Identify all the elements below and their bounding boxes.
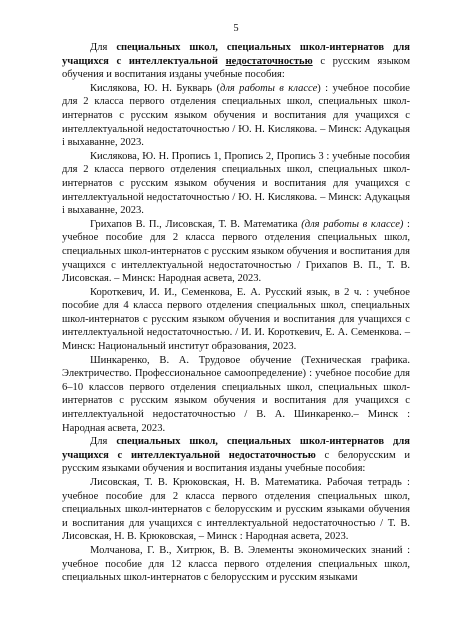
intro-bold: специальных школ, специальных школ-интернатов для учащихся с интеллектуальной недостаточностью <box>62 436 410 461</box>
bibliography-entry <box>62 286 410 354</box>
entry-text: Короткевич, И. И., Семенкова, Е. А. Русский язык, в 2 ч. : учебное пособие для 4 класса первого отделения специальных школ, специальных школ-интернатов с русским языком обучения и воспитания для учащихся с интеллектуальной недостаточностью. / И. И. Короткевич, Е. А. Семенкова. – Минск: Национальный институт образования, 2023. <box>62 286 410 353</box>
intro-post: с русским языком обучения и воспитания изданы учебные пособия: <box>62 55 410 81</box>
bibliography-entry <box>62 476 410 544</box>
entry-text: Шинкаренко, В. А. Трудовое обучение (Техническая графика. Электричество. Профессиональное самоопределение) : учебное пособие для 6–10 классов первого отделения специальных школ, специальных школ-интернатов с русским языком обучения и воспитания для учащихся с интеллектуальной недостаточностью / В. А. Шинкаренко.– Минск : Народная асвета, 2023. <box>62 354 410 434</box>
entry-text: Лисовская, Т. В. Крюковская, Н. В. Математика. Рабочая тетрадь : учебное пособие для 2 класса первого отделения специальных школ, специальных школ-интернатов с белорусским и русским языками обучения и воспитания для учащихся с интеллектуальной недостаточностью / Т. В. Лисовская, Н. В. Крюковская, – Минск : Народная асвета, 2023. <box>62 477 410 543</box>
intro-pre: Для <box>90 42 117 53</box>
page-number: 5 <box>233 23 239 34</box>
section-intro <box>62 41 410 82</box>
intro-post: с белорусским и русским языками обучения и воспитания изданы учебные пособия: <box>62 449 410 475</box>
intro-pre: Для <box>90 436 117 448</box>
section-intro <box>62 435 410 476</box>
entry-text: Кислякова, Ю. Н. Пропись 1, Пропись 2, Пропись 3 : учебные пособия для 2 класса первого отделения специальных школ, специальных школ-интернатов с русским языком обучения и воспитания для учащихся с интеллектуальной недостаточностью / Ю. Н. Кислякова. – Минск: Адукацыя і выхаванне, 2023. <box>62 150 410 217</box>
bibliography-entry <box>62 354 410 436</box>
entry-text: Грихапов В. П., Лисовская, Т. В. Математика <box>90 218 302 230</box>
intro-bold: специальных школ, специальных школ-интернатов для учащихся с интеллектуальной <box>62 42 410 67</box>
entry-text: Молчанова, Г. В., Хитрюк, В. В. Элементы экономических знаний : учебное пособие для 12 класса первого отделения специальных школ, специальных школ-интернатов с белорусским и русским языками <box>62 544 410 584</box>
bibliography-entry <box>62 218 410 286</box>
entry-italic: (для работы в классе) <box>301 218 404 230</box>
entry-italic: для работы в классе <box>219 82 318 94</box>
bibliography-entry <box>62 82 410 150</box>
entry-rest: ) : учебное пособие для 2 класса первого отделения специальных школ, специальных школ-интернатов с русским языком обучения и воспитания для учащихся с интеллектуальной недостаточностью / Ю. Н. Кислякова. – Минск: Адукацыя і выхаванне, 2023. <box>62 82 410 149</box>
entry-text: Кислякова, Ю. Н. Букварь ( <box>90 82 220 94</box>
intro-bold-underlined: недостаточностью <box>225 55 313 67</box>
bibliography-entry <box>62 544 410 585</box>
entry-rest: : учебное пособие для 2 класса первого отделения специальных школ, специальных школ-интернатов с русским языком обучения и воспитания для учащихся с интеллектуальной недостаточностью / Грихапов В. П., Т. В. Лисовская. – Минск: Народная асвета, 2023. <box>62 218 410 285</box>
bibliography-entry <box>62 150 410 218</box>
